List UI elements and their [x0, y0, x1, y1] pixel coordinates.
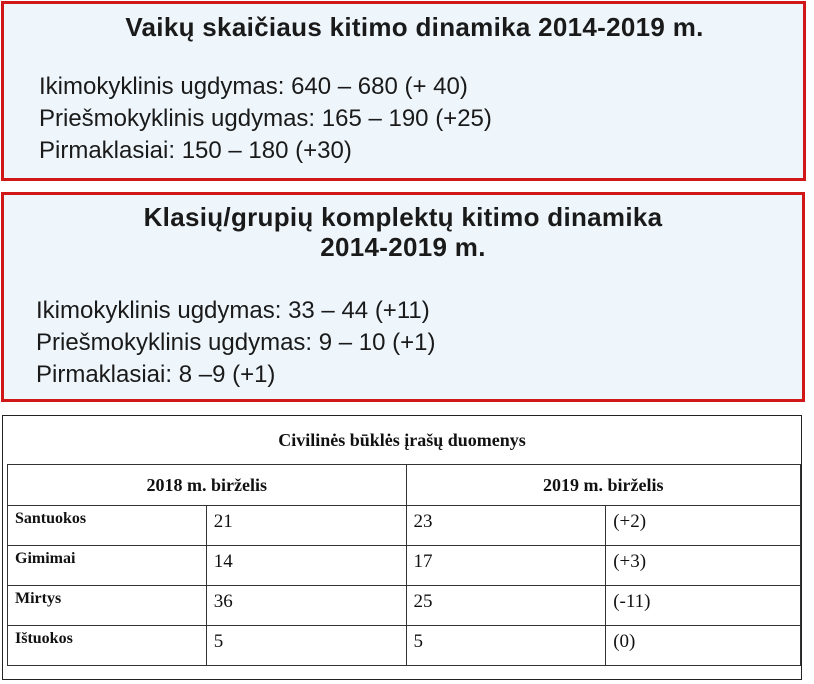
header-2018: 2018 m. birželis	[8, 465, 407, 506]
children-count-box	[1, 1, 806, 181]
row-label-deaths: Mirtys	[8, 586, 207, 626]
civil-registry-title: Civilinės būklės įrašų duomenys	[278, 430, 526, 450]
class-groups-box	[1, 192, 805, 402]
cell-2018: 5	[206, 626, 406, 666]
cell-2019: 25	[406, 586, 606, 626]
pre-primary-groups-line: Priešmokyklinis ugdymas: 9 – 10 (+1)	[36, 329, 436, 356]
first-grade-classes-line: Pirmaklasiai: 8 –9 (+1)	[36, 361, 276, 388]
class-groups-lines	[36, 295, 436, 391]
civil-registry-table	[2, 415, 802, 680]
header-2019: 2019 m. birželis	[406, 465, 800, 506]
pre-primary-line: Priešmokyklinis ugdymas: 165 – 190 (+25)	[39, 105, 492, 132]
row-label-marriages: Santuokos	[8, 506, 207, 546]
cell-change: (0)	[606, 626, 801, 666]
class-groups-title-line-1: Klasių/grupių komplektų kitimo dinamika	[143, 202, 663, 232]
table-row	[8, 546, 801, 586]
table-row	[8, 586, 801, 626]
row-label-births: Gimimai	[8, 546, 207, 586]
header-row	[8, 465, 801, 506]
cell-2018: 21	[206, 506, 406, 546]
cell-change: (-11)	[606, 586, 801, 626]
cell-change: (+3)	[606, 546, 801, 586]
civil-registry-grid	[7, 464, 801, 666]
row-label-divorces: Ištuokos	[8, 626, 207, 666]
cell-2018: 36	[206, 586, 406, 626]
children-count-title: Vaikų skaičiaus kitimo dinamika 2014-2019 m.	[125, 12, 704, 42]
cell-2019: 17	[406, 546, 606, 586]
table-row	[8, 626, 801, 666]
cell-change: (+2)	[606, 506, 801, 546]
table-row	[8, 506, 801, 546]
first-graders-line: Pirmaklasiai: 150 – 180 (+30)	[39, 137, 352, 164]
class-groups-title-line-2: 2014-2019 m.	[320, 232, 486, 262]
cell-2019: 23	[406, 506, 606, 546]
children-count-lines	[39, 71, 492, 167]
cell-2019: 5	[406, 626, 606, 666]
preschool-line: Ikimokyklinis ugdymas: 640 – 680 (+ 40)	[39, 73, 468, 100]
preschool-groups-line: Ikimokyklinis ugdymas: 33 – 44 (+11)	[36, 297, 430, 324]
cell-2018: 14	[206, 546, 406, 586]
class-groups-title	[4, 202, 802, 262]
